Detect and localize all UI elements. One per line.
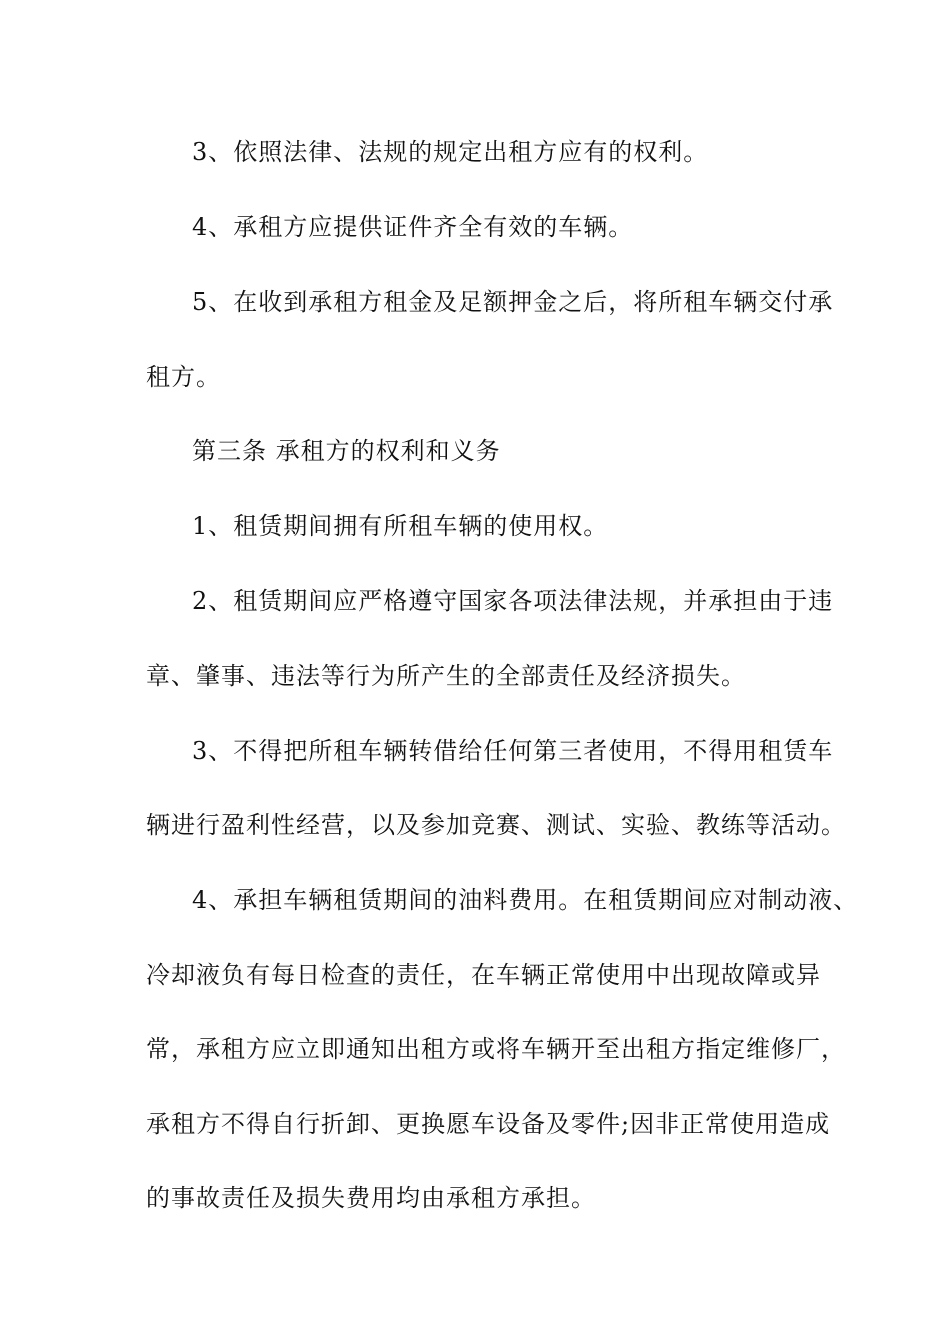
paragraph-lessee-duty-3-line-2: 辆进行盈利性经营，以及参加竞赛、测试、实验、教练等活动。 bbox=[146, 811, 846, 839]
paragraph-lessee-duty-4-line-1: 4、承担车辆租赁期间的油料费用。在租赁期间应对制动液、 bbox=[192, 886, 859, 914]
paragraph-lessee-duty-4-line-5: 的事故责任及损失费用均由承租方承担。 bbox=[146, 1184, 596, 1212]
paragraph-lessee-right-1: 1、租赁期间拥有所租车辆的使用权。 bbox=[192, 512, 609, 540]
paragraph-lessee-duty-2-line-1: 2、租赁期间应严格遵守国家各项法律法规，并承担由于违 bbox=[192, 587, 834, 615]
paragraph-lessor-right-3: 3、依照法律、法规的规定出租方应有的权利。 bbox=[192, 138, 709, 166]
paragraph-lessee-duty-4-line-2: 冷却液负有每日检查的责任，在车辆正常使用中出现故障或异 bbox=[146, 961, 821, 989]
section-heading-article-3: 第三条 承租方的权利和义务 bbox=[192, 437, 501, 465]
paragraph-lessee-duty-3-line-1: 3、不得把所租车辆转借给任何第三者使用，不得用租赁车 bbox=[192, 737, 834, 765]
paragraph-lessee-duty-4-line-3: 常，承租方应立即通知出租方或将车辆开至出租方指定维修厂， bbox=[146, 1035, 846, 1063]
paragraph-lessee-duty-2-line-2: 章、肇事、违法等行为所产生的全部责任及经济损失。 bbox=[146, 662, 746, 690]
paragraph-lessor-duty-4: 4、承租方应提供证件齐全有效的车辆。 bbox=[192, 213, 634, 241]
paragraph-lessee-duty-4-line-4: 承租方不得自行折卸、更换愿车设备及零件;因非正常使用造成 bbox=[146, 1110, 831, 1138]
paragraph-lessor-duty-5-line-1: 5、在收到承租方租金及足额押金之后，将所租车辆交付承 bbox=[192, 288, 834, 316]
paragraph-lessor-duty-5-line-2: 租方。 bbox=[146, 363, 221, 391]
